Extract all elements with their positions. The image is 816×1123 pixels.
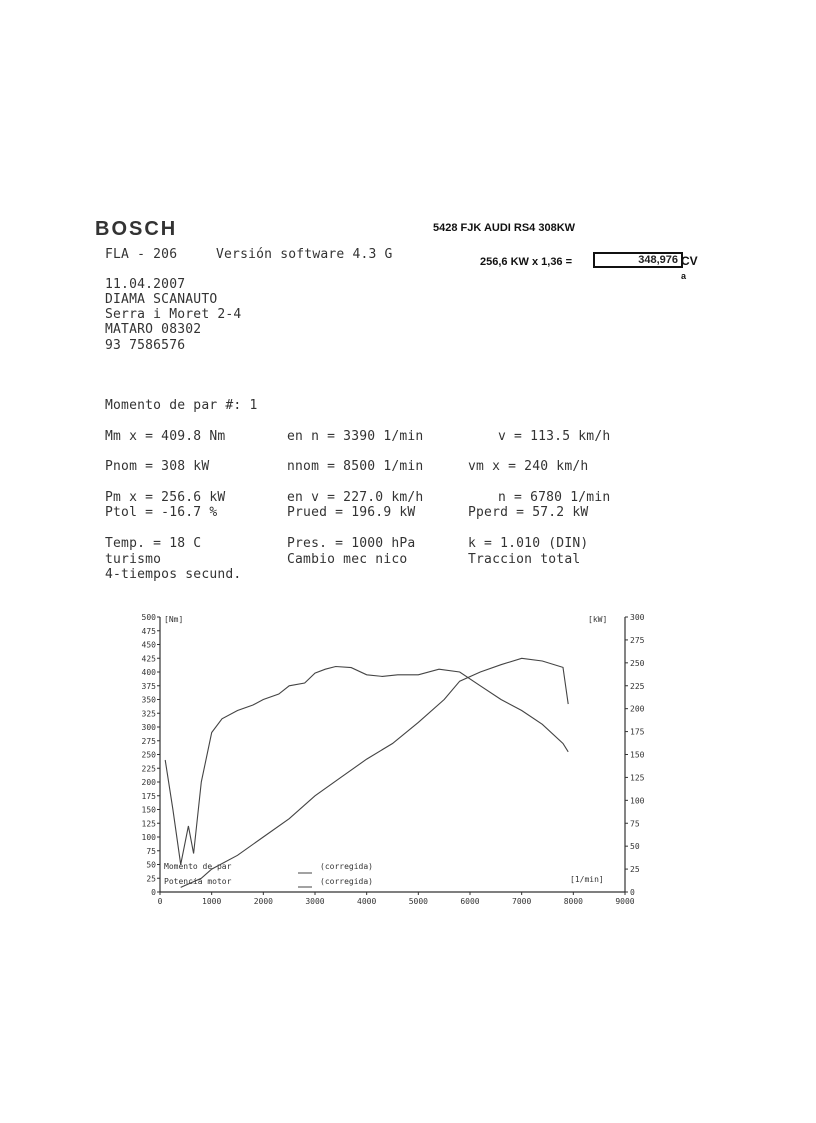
left-tick-label: 250 (141, 750, 156, 760)
result-c2: Pres. = 1000 hPa (287, 536, 416, 551)
right-tick-label: 75 (630, 819, 640, 829)
result-c2: nnom = 8500 1/min (287, 459, 424, 474)
x-tick-label: 8000 (563, 897, 583, 906)
left-tick-label: 175 (141, 791, 156, 801)
left-tick-label: 25 (146, 874, 156, 884)
x-tick-label: 0 (157, 897, 163, 906)
power-curve (181, 658, 569, 887)
software-version: Versión software 4.3 G (216, 247, 393, 262)
right-tick-label: 200 (630, 704, 645, 714)
result-c3: k = 1.010 (DIN) (468, 536, 589, 551)
legend-torque-label: Momento de par (164, 862, 232, 871)
result-c1: Mm x = 409.8 Nm (105, 429, 226, 444)
right-tick-label: 225 (630, 681, 645, 691)
right-tick-label: 25 (630, 865, 640, 875)
left-tick-label: 0 (151, 888, 156, 897)
right-tick-label: 300 (630, 613, 645, 622)
right-axis-unit: [kW] (588, 615, 608, 624)
model-code: FLA - 206 (105, 247, 178, 262)
left-tick-label: 100 (141, 833, 156, 842)
calc-note: a (681, 271, 687, 281)
x-tick-label: 2000 (253, 897, 273, 906)
left-tick-label: 450 (141, 640, 156, 650)
shop-phone: 93 7586576 (105, 338, 186, 353)
x-tick-label: 4000 (357, 897, 377, 906)
x-tick-label: 1000 (202, 897, 222, 906)
left-tick-label: 225 (141, 764, 156, 774)
left-tick-label: 75 (146, 846, 156, 856)
left-tick-label: 500 (141, 613, 156, 622)
result-c2: en n = 3390 1/min (287, 429, 424, 444)
result-c1: 4-tiempos secund. (105, 567, 242, 582)
right-tick-label: 125 (630, 773, 645, 783)
right-tick-label: 0 (630, 888, 635, 897)
result-c1: Temp. = 18 C (105, 536, 202, 551)
brand-logo: BOSCH (95, 218, 178, 240)
left-axis-unit: [Nm] (164, 615, 184, 624)
calc-expression: 256,6 KW x 1,36 = (480, 256, 573, 268)
left-tick-label: 150 (141, 805, 156, 815)
x-tick-label: 7000 (512, 897, 532, 906)
result-c2: en v = 227.0 km/h (287, 490, 424, 505)
result-c1: Pm x = 256.6 kW (105, 490, 226, 505)
left-tick-label: 300 (141, 723, 156, 732)
results-title: Momento de par #: 1 (105, 398, 258, 413)
right-tick-label: 50 (630, 842, 640, 852)
shop-name: DIAMA SCANAUTO (105, 292, 218, 307)
right-tick-label: 100 (630, 796, 645, 806)
result-c3: Pperd = 57.2 kW (468, 505, 589, 520)
right-tick-label: 275 (630, 635, 645, 645)
shop-city: MATARO 08302 (105, 322, 202, 337)
x-tick-label: 9000 (615, 897, 635, 906)
legend-power-note: (corregida) (320, 877, 373, 886)
result-c3: n = 6780 1/min (498, 490, 611, 505)
left-tick-label: 375 (141, 681, 156, 691)
left-tick-label: 50 (146, 860, 156, 870)
result-c2: Prued = 196.9 kW (287, 505, 416, 520)
result-c1: Pnom = 308 kW (105, 459, 210, 474)
x-tick-label: 6000 (460, 897, 480, 906)
left-tick-label: 325 (141, 709, 156, 719)
torque-curve (165, 667, 568, 865)
vehicle-note: 5428 FJK AUDI RS4 308KW (433, 222, 576, 234)
shop-street: Serra i Moret 2-4 (105, 307, 242, 322)
legend (164, 862, 373, 887)
dyno-chart (120, 605, 650, 910)
legend-power-label: Potencia motor (164, 877, 232, 886)
legend-torque-note: (corregida) (320, 862, 373, 871)
calc-result: 348,976 (593, 252, 683, 268)
x-axis-unit: [1/min] (570, 875, 604, 884)
result-c1: Ptol = -16.7 % (105, 505, 218, 520)
x-tick-label: 3000 (305, 897, 325, 906)
left-tick-label: 275 (141, 736, 156, 746)
result-c3: vm x = 240 km/h (468, 459, 589, 474)
result-c1: turismo (105, 552, 162, 567)
test-date: 11.04.2007 (105, 277, 186, 292)
left-tick-label: 125 (141, 819, 156, 829)
left-tick-label: 400 (141, 668, 156, 677)
result-c2: Cambio mec nico (287, 552, 408, 567)
right-tick-label: 150 (630, 750, 645, 760)
result-c3: v = 113.5 km/h (498, 429, 611, 444)
left-tick-label: 475 (141, 626, 156, 636)
left-tick-label: 350 (141, 695, 156, 705)
x-tick-label: 5000 (408, 897, 428, 906)
left-tick-label: 200 (141, 778, 156, 787)
right-tick-label: 250 (630, 658, 645, 668)
right-tick-label: 175 (630, 727, 645, 737)
calc-unit: CV (681, 254, 698, 268)
result-c3: Traccion total (468, 552, 581, 567)
left-tick-label: 425 (141, 654, 156, 664)
